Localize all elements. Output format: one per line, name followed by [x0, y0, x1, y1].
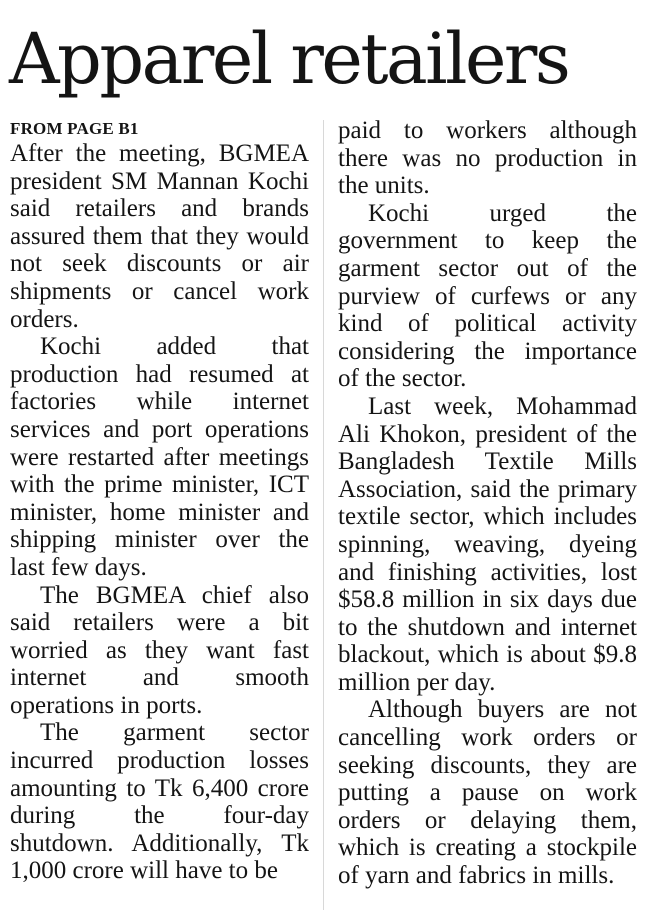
continued-from-label: FROM PAGE B1: [10, 119, 139, 138]
headline: Apparel retailers: [9, 18, 569, 100]
article-column-right: [338, 117, 637, 890]
article-paragraph: Kochi urged the government to keep the garment sector out of the purview of curfews or any kind of political activity considering the importance of the sector.: [338, 199, 637, 393]
article-paragraph: Kochi added that production had resumed at factories while internet services and port operations were restarted after meetings with the prime minister, ICT minister, home minister and shipping minister over the last few days.: [10, 333, 309, 581]
article-column-left: [10, 117, 309, 885]
article-paragraph: The BGMEA chief also said retailers were a bit worried as they want fast internet and smooth operations in ports.: [10, 581, 309, 719]
article-paragraph: Last week, Mohammad Ali Khokon, president of the Bangladesh Textile Mills Association, said the primary textile sector, which includes spinning, weaving, dyeing and finishing activities, lost $58.8 million in six days due to the shutdown and internet blackout, which is about $9.8 million per day.: [338, 392, 637, 696]
article-paragraph: The garment sector incurred production losses amounting to Tk 6,400 crore during the four-day shutdown. Additionally, Tk 1,000 crore will have to be: [10, 719, 309, 885]
column-divider: [323, 120, 324, 910]
article-paragraph: Although buyers are not cancelling work orders or seeking discounts, they are putting a pause on work orders or delaying them, which is creating a stockpile of yarn and fabrics in mills.: [338, 696, 637, 890]
article-paragraph: paid to workers although there was no production in the units.: [338, 117, 637, 200]
article-paragraph: After the meeting, BGMEA president SM Mannan Kochi said retailers and brands assured them that they would not seek discounts or air shipments or cancel work orders.: [10, 140, 309, 333]
